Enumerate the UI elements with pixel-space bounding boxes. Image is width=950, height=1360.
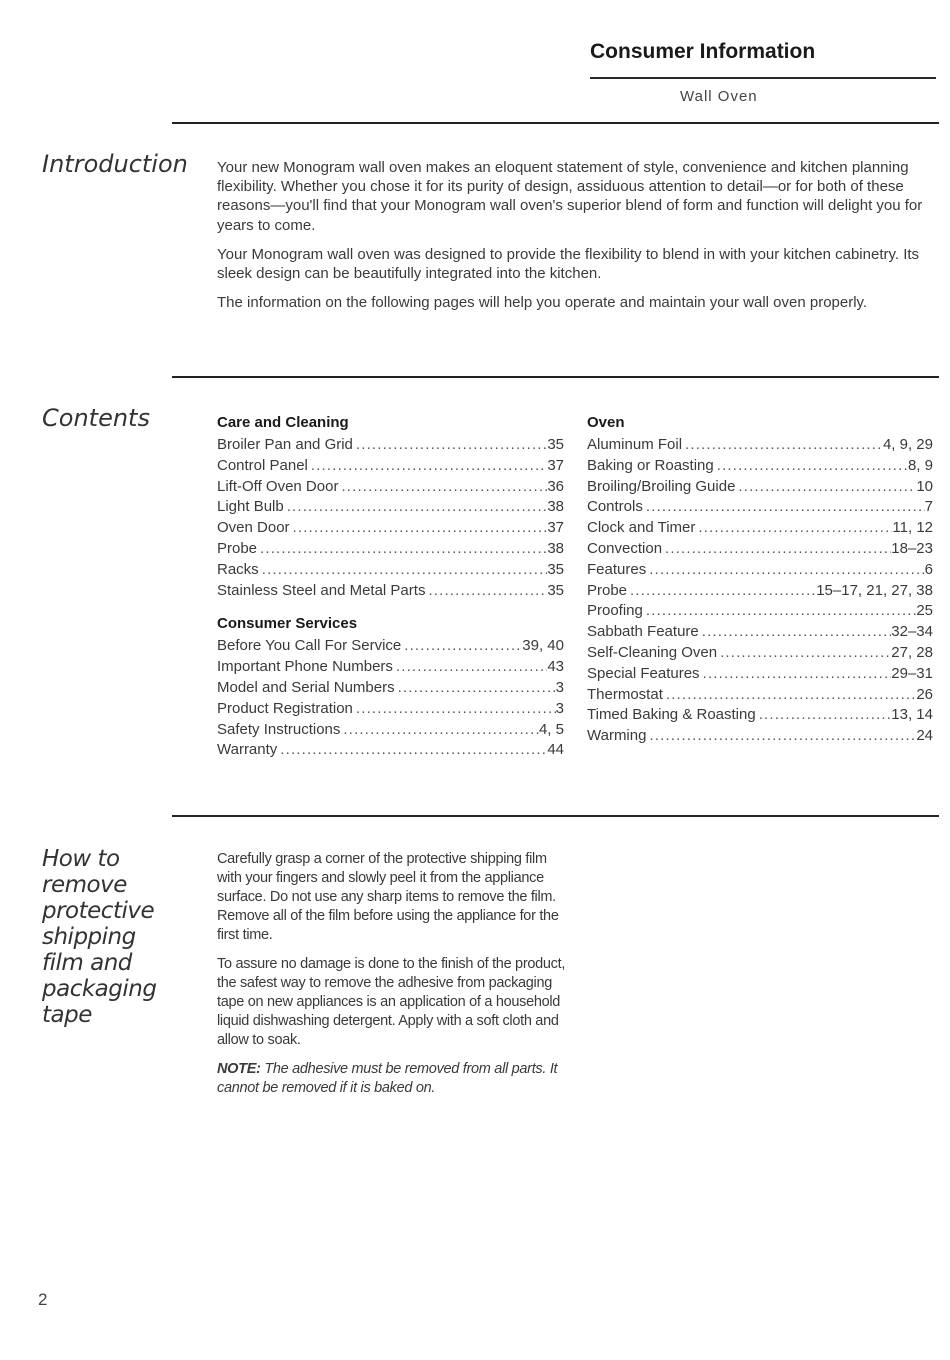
toc-entry — [587, 539, 933, 560]
toc-entry-name: Important Phone Numbers — [217, 658, 393, 676]
toc-leader-dots — [643, 601, 916, 622]
toc-entry-page: 18–23 — [891, 539, 933, 557]
toc-leader-dots — [353, 699, 556, 720]
header-divider — [590, 77, 936, 79]
toc-entry-name: Racks — [217, 560, 259, 578]
toc-entry-page: 35 — [547, 560, 564, 578]
toc-entry-name: Before You Call For Service — [217, 637, 402, 655]
toc-entry — [217, 477, 564, 498]
toc-leader-dots — [425, 581, 547, 602]
toc-entry-page: 29–31 — [891, 664, 933, 682]
toc-entry — [587, 518, 933, 539]
toc-entry-page: 24 — [916, 727, 933, 745]
care-cleaning-list — [217, 435, 564, 601]
toc-entry — [217, 539, 564, 560]
consumer-services-heading: Consumer Services — [217, 615, 358, 633]
section-divider — [172, 815, 939, 817]
toc-leader-dots — [756, 705, 892, 726]
oven-heading: Oven — [587, 414, 625, 431]
toc-entry-page: 26 — [916, 685, 933, 703]
toc-entry-page: 44 — [547, 741, 564, 759]
toc-entry — [217, 560, 564, 581]
toc-entry-page: 37 — [547, 456, 564, 474]
toc-entry-page: 8, 9 — [907, 456, 933, 474]
contents-left-column — [217, 412, 564, 761]
toc-entry-page: 38 — [547, 498, 564, 516]
care-cleaning-heading: Care and Cleaning — [217, 414, 349, 431]
intro-paragraph: The information on the following pages will help you operate and maintain your wall oven properly. — [217, 294, 868, 312]
toc-leader-dots — [682, 435, 883, 456]
toc-entry-name: Convection — [587, 539, 663, 557]
howto-body — [217, 850, 567, 1108]
contents-right-column — [587, 412, 933, 747]
toc-entry — [587, 705, 933, 726]
note-text: The adhesive must be removed from all parts. It cannot be removed if it is baked on. — [217, 1061, 558, 1096]
toc-leader-dots — [393, 657, 547, 678]
toc-entry-page: 36 — [547, 477, 564, 495]
introduction-body — [217, 158, 927, 322]
toc-leader-dots — [662, 539, 891, 560]
toc-entry-name: Broiling/Broiling Guide — [587, 477, 736, 495]
toc-entry — [217, 456, 564, 477]
toc-leader-dots — [735, 477, 916, 498]
toc-leader-dots — [353, 435, 547, 456]
toc-entry-page: 38 — [547, 539, 564, 557]
page-number: 2 — [38, 1290, 48, 1309]
toc-leader-dots — [643, 497, 925, 518]
toc-entry-page: 37 — [547, 519, 564, 537]
toc-entry-page: 4, 9, 29 — [882, 436, 933, 453]
toc-entry — [217, 518, 564, 539]
toc-leader-dots — [338, 477, 547, 498]
toc-entry — [217, 678, 564, 699]
toc-leader-dots — [284, 497, 548, 518]
howto-paragraph: To assure no damage is done to the finish of the product, the safest way to remove the adhesive from packaging tape on new appliances is an application of a household liquid dishwashing detergent. Apply with a soft cloth and allow to soak. — [217, 956, 566, 1048]
toc-entry-page: 7 — [924, 498, 933, 516]
toc-entry-name: Probe — [587, 581, 628, 599]
toc-entry — [217, 720, 564, 741]
oven-list — [587, 435, 933, 747]
toc-entry-name: Model and Serial Numbers — [217, 678, 395, 696]
toc-leader-dots — [627, 581, 816, 602]
toc-leader-dots — [395, 678, 556, 699]
toc-leader-dots — [257, 539, 547, 560]
consumer-services-list — [217, 636, 564, 761]
toc-entry — [587, 685, 933, 706]
toc-entry-name: Oven Door — [217, 519, 290, 537]
toc-leader-dots — [663, 685, 916, 706]
section-divider — [172, 376, 939, 378]
toc-entry-name: Product Registration — [217, 699, 353, 717]
toc-entry — [587, 560, 933, 581]
toc-entry — [587, 601, 933, 622]
toc-leader-dots — [717, 643, 891, 664]
section-divider — [172, 122, 939, 124]
toc-leader-dots — [714, 456, 908, 477]
toc-leader-dots — [401, 636, 522, 657]
contents-heading: Contents — [42, 404, 150, 432]
toc-entry-name: Controls — [587, 498, 643, 516]
toc-entry — [587, 497, 933, 518]
toc-entry — [217, 581, 564, 602]
toc-entry-name: Self-Cleaning Oven — [587, 643, 718, 661]
toc-entry-name: Features — [587, 560, 647, 578]
toc-entry-name: Thermostat — [587, 685, 663, 703]
toc-entry-name: Safety Instructions — [217, 720, 341, 738]
toc-entry — [587, 435, 933, 456]
toc-entry-name: Lift-Off Oven Door — [217, 477, 339, 495]
toc-entry — [217, 740, 564, 761]
toc-entry-page: 11, 12 — [892, 519, 933, 537]
intro-paragraph: Your Monogram wall oven was designed to provide the flexibility to blend in with your kitchen cabinetry. Its sleek design can be beautifully integrated into the kitchen. — [217, 245, 920, 283]
introduction-heading: Introduction — [42, 150, 188, 178]
toc-entry-name: Special Features — [587, 664, 700, 682]
toc-entry-page: 27, 28 — [891, 643, 933, 661]
toc-entry — [587, 581, 933, 602]
toc-entry-page: 10 — [916, 477, 933, 495]
note-label: NOTE: — [217, 1061, 261, 1077]
howto-heading: How to remove protective shipping film and packaging tape — [42, 846, 157, 1028]
toc-entry-name: Baking or Roasting — [587, 456, 714, 474]
toc-entry — [587, 622, 933, 643]
toc-entry — [217, 435, 564, 456]
toc-leader-dots — [695, 518, 892, 539]
toc-entry-page: 6 — [924, 560, 933, 578]
toc-entry — [587, 726, 933, 747]
toc-entry-name: Warranty — [217, 741, 278, 759]
toc-entry-page: 43 — [547, 658, 564, 676]
toc-entry-name: Timed Baking & Roasting — [587, 706, 756, 724]
page-header-subtitle: Wall Oven — [680, 88, 758, 105]
toc-entry — [217, 636, 564, 657]
toc-entry — [217, 657, 564, 678]
toc-entry-page: 15–17, 21, 27, 38 — [816, 581, 933, 599]
toc-entry — [587, 456, 933, 477]
toc-leader-dots — [277, 740, 547, 761]
toc-leader-dots — [308, 456, 547, 477]
toc-entry-name: Control Panel — [217, 456, 308, 474]
toc-leader-dots — [259, 560, 548, 581]
page-header-title: Consumer Information — [590, 40, 816, 63]
toc-entry-page: 25 — [916, 602, 933, 620]
toc-entry-name: Sabbath Feature — [587, 623, 699, 641]
toc-leader-dots — [646, 560, 924, 581]
howto-paragraph: Carefully grasp a corner of the protective shipping film with your fingers and slowly peel it from the appliance surface. Do not use any sharp items to remove the film. Remove all of the film before using the appliance for the first time. — [217, 851, 559, 943]
toc-entry-name: Probe — [217, 539, 258, 557]
toc-entry — [587, 664, 933, 685]
toc-entry-page: 3 — [555, 699, 564, 717]
toc-leader-dots — [646, 726, 916, 747]
toc-entry-page: 35 — [547, 436, 564, 453]
toc-entry-page: 32–34 — [891, 623, 933, 641]
toc-entry-page: 35 — [547, 581, 564, 599]
toc-entry-page: 13, 14 — [891, 706, 933, 724]
toc-entry-name: Proofing — [587, 602, 643, 620]
toc-entry-page: 4, 5 — [538, 720, 564, 738]
toc-entry-page: 3 — [555, 678, 564, 696]
toc-entry-name: Aluminum Foil — [587, 436, 683, 453]
toc-entry-name: Broiler Pan and Grid — [217, 436, 353, 453]
toc-entry-name: Clock and Timer — [587, 519, 696, 537]
toc-leader-dots — [340, 720, 539, 741]
toc-entry — [587, 643, 933, 664]
toc-leader-dots — [700, 664, 892, 685]
toc-entry-name: Warming — [587, 727, 647, 745]
toc-entry — [217, 699, 564, 720]
toc-leader-dots — [290, 518, 548, 539]
toc-entry-page: 39, 40 — [522, 637, 564, 655]
toc-leader-dots — [699, 622, 892, 643]
toc-entry — [587, 477, 933, 498]
intro-paragraph: Your new Monogram wall oven makes an eloquent statement of style, convenience and kitchen planning flexibility. Whether you chose it for its purity of design, assiduous attention to detail—or for both of these reasons—you'll find that your Monogram wall oven's superior blend of form and function will delight you for years to come. — [217, 159, 923, 234]
toc-entry — [217, 497, 564, 518]
howto-note — [217, 1060, 567, 1098]
toc-entry-name: Stainless Steel and Metal Parts — [217, 581, 426, 599]
toc-entry-name: Light Bulb — [217, 498, 284, 516]
